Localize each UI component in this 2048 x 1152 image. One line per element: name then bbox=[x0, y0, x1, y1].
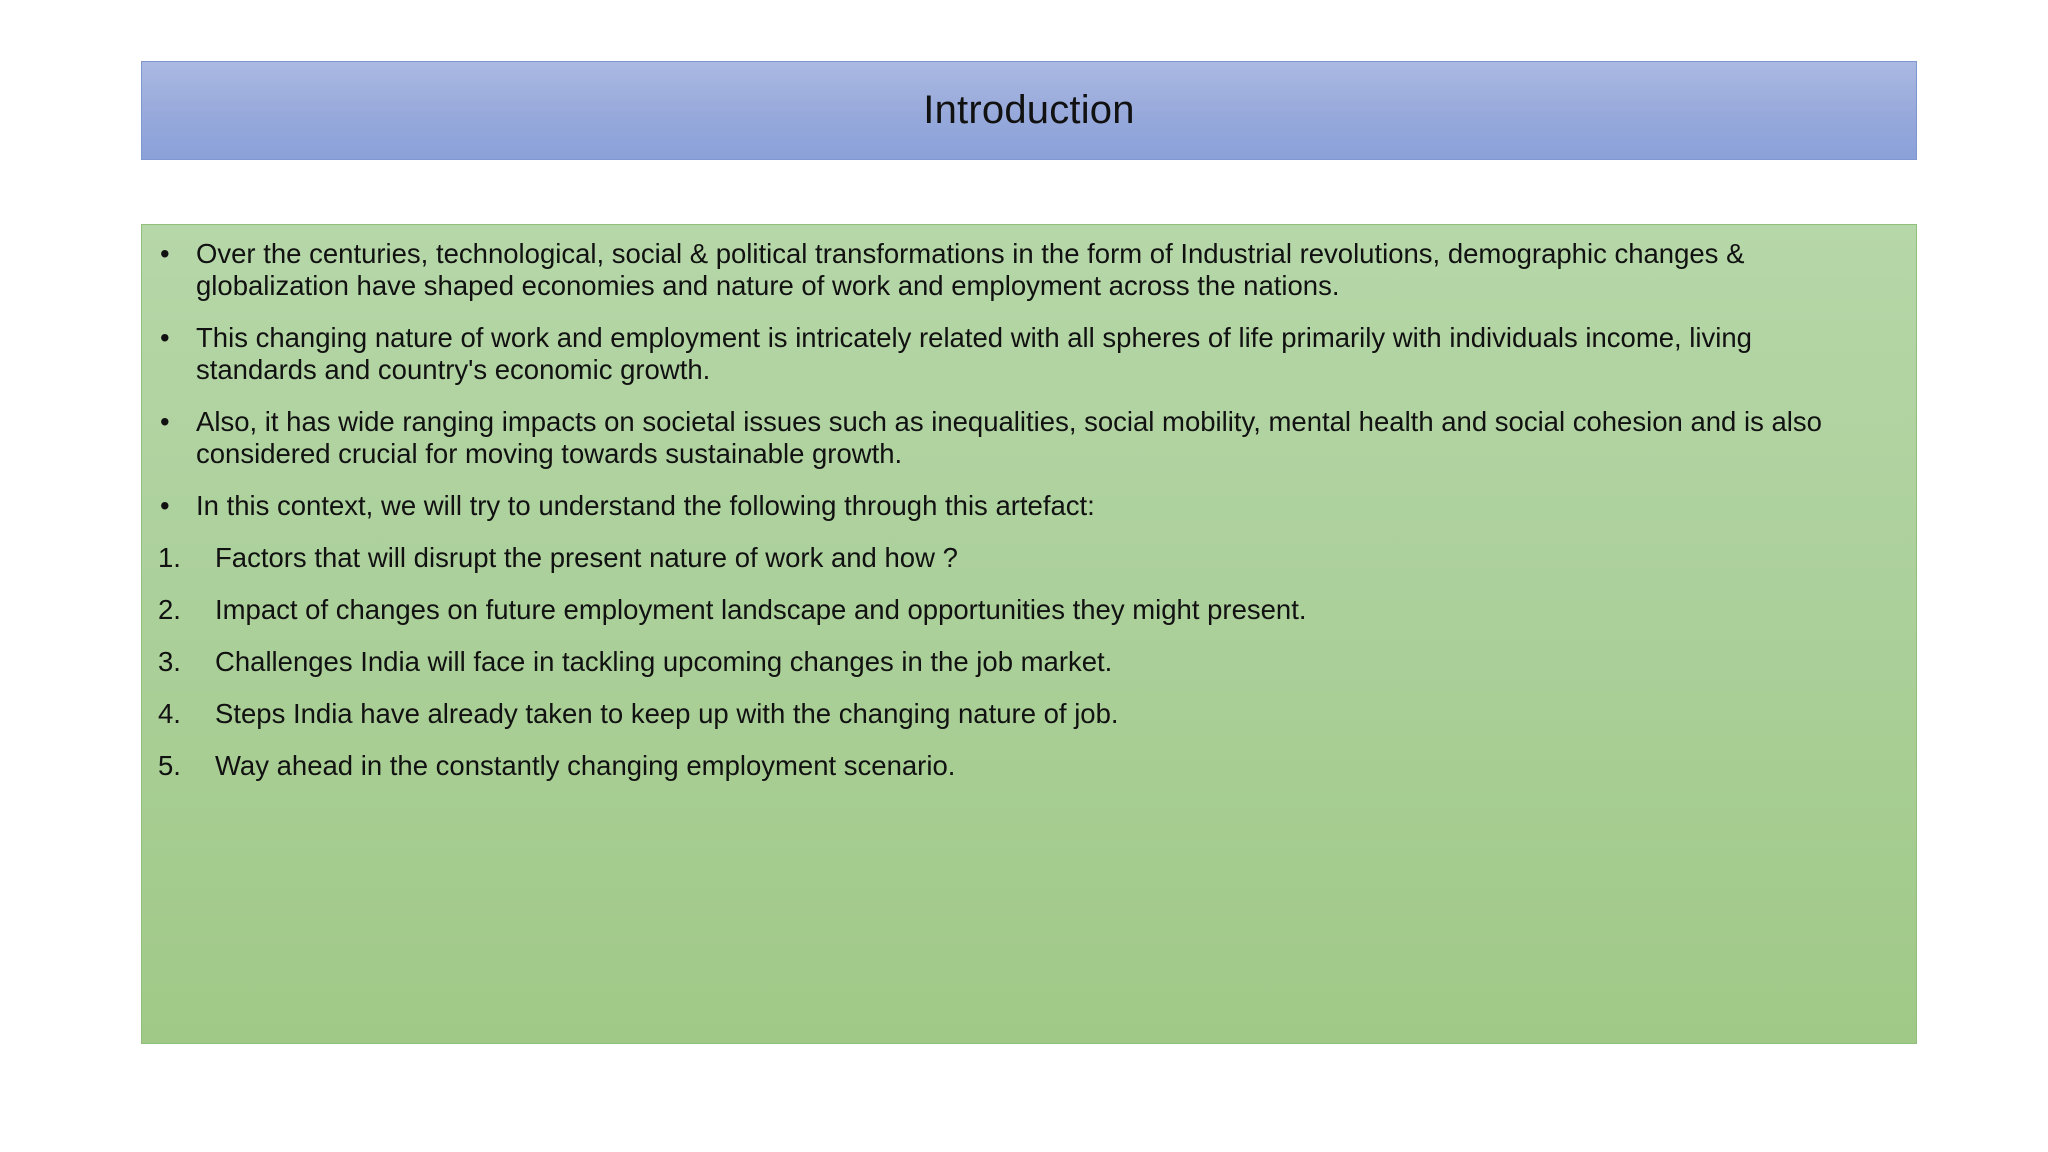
item-number: 1. bbox=[158, 542, 181, 573]
item-number: 5. bbox=[158, 750, 181, 781]
bullet-item bbox=[156, 322, 1876, 386]
numbered-item bbox=[156, 750, 1876, 782]
item-number: 2. bbox=[158, 594, 181, 625]
bullet-item bbox=[156, 406, 1876, 470]
title-banner bbox=[141, 61, 1917, 160]
numbered-text: Impact of changes on future employment landscape and opportunities they might present. bbox=[215, 594, 1307, 625]
item-number: 3. bbox=[158, 646, 181, 677]
numbered-text: Steps India have already taken to keep up with the changing nature of job. bbox=[215, 698, 1119, 729]
bullet-text: In this context, we will try to understand the following through this artefact: bbox=[196, 490, 1095, 521]
numbered-item bbox=[156, 646, 1876, 678]
numbered-item bbox=[156, 594, 1876, 626]
numbered-text: Challenges India will face in tackling upcoming changes in the job market. bbox=[215, 646, 1113, 677]
numbered-text: Way ahead in the constantly changing employment scenario. bbox=[215, 750, 956, 781]
numbered-item bbox=[156, 542, 1876, 574]
bullet-text: Over the centuries, technological, social & political transformations in the form of Industrial revolutions, demographic changes & globalization have shaped economies and nature of work and employment across the nations. bbox=[196, 238, 1745, 301]
bullet-marker: • bbox=[160, 490, 170, 521]
bullet-text: This changing nature of work and employment is intricately related with all spheres of life primarily with individuals income, living standards and country's economic growth. bbox=[196, 322, 1752, 385]
bullet-marker: • bbox=[160, 322, 170, 353]
item-number: 4. bbox=[158, 698, 181, 729]
numbered-item bbox=[156, 698, 1876, 730]
bullet-item bbox=[156, 490, 1876, 522]
bullet-text: Also, it has wide ranging impacts on societal issues such as inequalities, social mobility, mental health and social cohesion and is also considered crucial for moving towards sustainable growth. bbox=[196, 406, 1822, 469]
slide-title: Introduction bbox=[923, 88, 1135, 132]
bullet-marker: • bbox=[160, 238, 170, 269]
numbered-text: Factors that will disrupt the present nature of work and how ? bbox=[215, 542, 958, 573]
bullet-item bbox=[156, 238, 1876, 302]
bullet-marker: • bbox=[160, 406, 170, 437]
content-panel bbox=[141, 224, 1917, 1044]
